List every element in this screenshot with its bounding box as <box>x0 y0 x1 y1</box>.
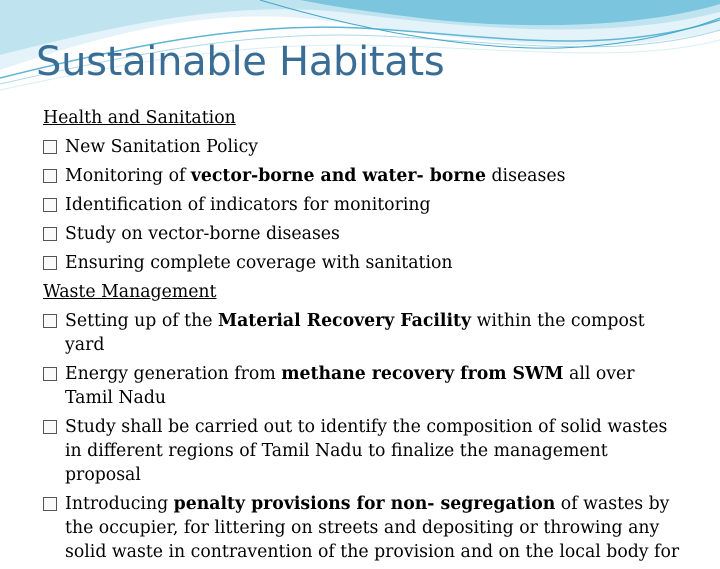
text-segment: Energy generation from <box>65 364 282 384</box>
bold-phrase: vector-borne and water- borne <box>190 166 486 186</box>
section-heading: Health and Sanitation <box>43 108 236 128</box>
bullet-item <box>43 362 683 410</box>
section-heading: Waste Management <box>43 282 217 302</box>
bullet-box-icon <box>43 222 65 246</box>
text-segment: Identification of indicators for monitoring <box>65 195 431 215</box>
text-segment: Ensuring complete coverage with sanitation <box>65 253 453 273</box>
bullet-text <box>65 492 683 564</box>
bullet-text <box>65 251 683 275</box>
bullet-box-icon <box>43 251 65 275</box>
bullet-text <box>65 164 683 188</box>
text-segment: New Sanitation Policy <box>65 137 259 157</box>
bullet-item <box>43 492 683 564</box>
text-segment: Study shall be carried out to identify the composition of solid wastes in different regions of Tamil Nadu to finalize the management proposal <box>65 417 668 485</box>
text-segment: all over Tamil Nadu <box>65 364 635 408</box>
bold-phrase: penalty provisions for non- segregation <box>173 494 556 514</box>
bullet-box-icon <box>43 415 65 487</box>
bullet-box-icon <box>43 309 65 357</box>
text-segment: Monitoring of <box>65 166 191 186</box>
bullet-text <box>65 309 683 357</box>
slide-content <box>43 106 683 569</box>
bullet-item <box>43 135 683 159</box>
text-segment: of wastes by the occupier, for littering on streets and depositing or throwing any solid waste in contravention of the provision and on the local body for <box>65 494 680 562</box>
text-segment: Introducing <box>65 494 174 514</box>
text-segment: Study on vector-borne diseases <box>65 224 340 244</box>
text-segment: diseases <box>486 166 566 186</box>
text-segment: within the compost yard <box>65 311 645 355</box>
bullet-item <box>43 309 683 357</box>
bullet-item <box>43 193 683 217</box>
slide-title: Sustainable Habitats <box>36 39 445 85</box>
bullet-text <box>65 135 683 159</box>
bullet-text <box>65 362 683 410</box>
bullet-item <box>43 222 683 246</box>
bullet-box-icon <box>43 135 65 159</box>
text-segment: Setting up of the <box>65 311 218 331</box>
bullet-box-icon <box>43 164 65 188</box>
bold-phrase: Material Recovery Facility <box>217 311 472 331</box>
bullet-box-icon <box>43 492 65 564</box>
bullet-text <box>65 415 683 487</box>
bullet-text <box>65 193 683 217</box>
bullet-item <box>43 415 683 487</box>
bullet-item <box>43 164 683 188</box>
bullet-box-icon <box>43 362 65 410</box>
bullet-text <box>65 222 683 246</box>
bullet-box-icon <box>43 193 65 217</box>
bullet-item <box>43 251 683 275</box>
bold-phrase: methane recovery from SWM <box>281 364 564 384</box>
